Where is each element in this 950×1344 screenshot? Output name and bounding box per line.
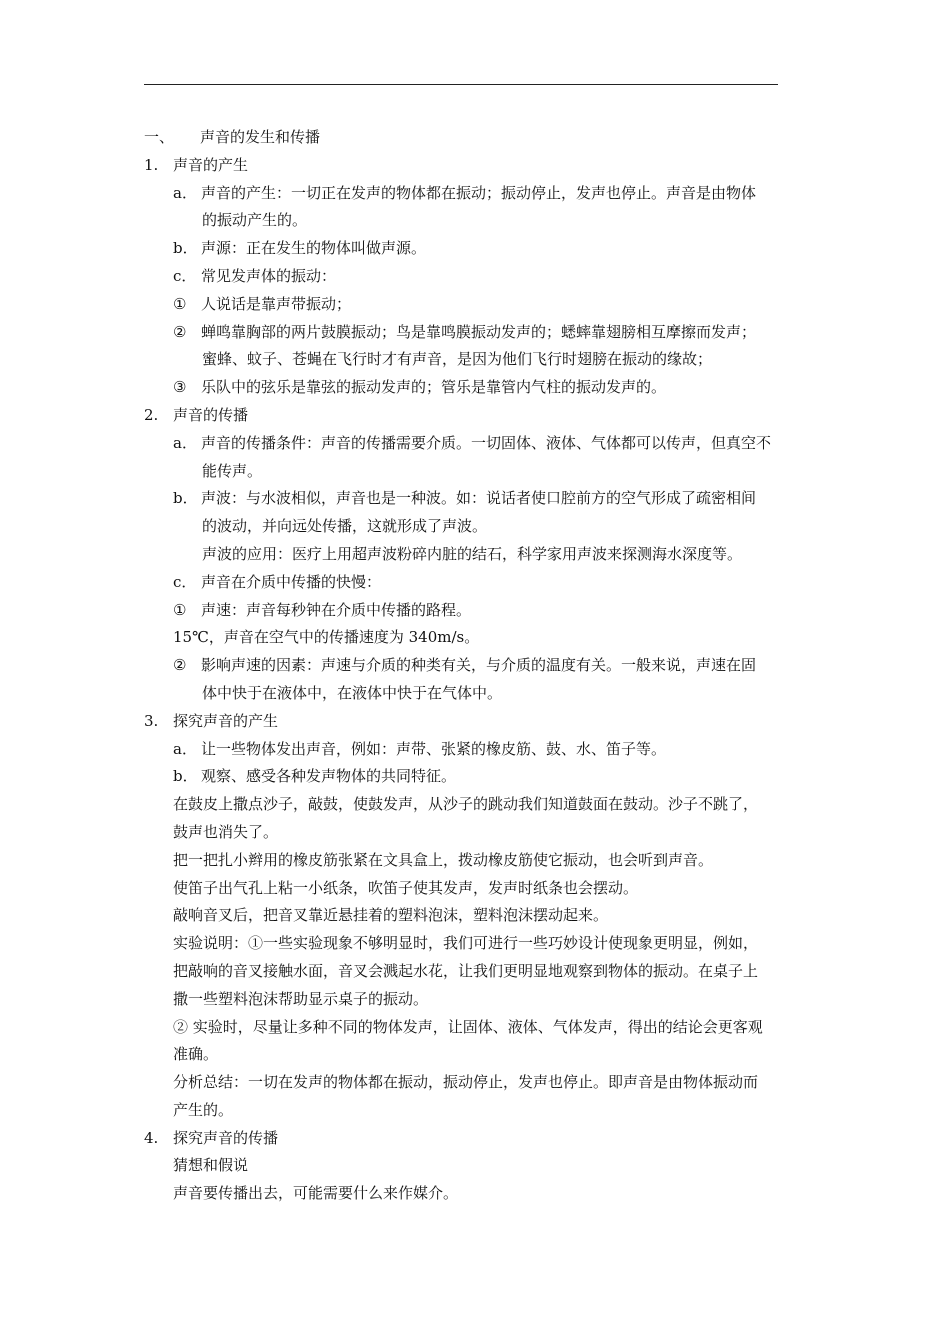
list-marker: a． [173,739,197,758]
line-text: 声音在介质中传播的快慢： [201,572,382,591]
text-line [144,1097,810,1125]
text-line [144,180,810,208]
line-text: 分析总结：一切在发声的物体都在振动，振动停止，发声也停止。即声音是由物体振动而 [173,1073,759,1092]
line-text: 探究声音的产生 [173,711,279,730]
text-line [144,986,810,1014]
text-line [144,763,810,791]
line-text: 声音的产生：一切正在发声的物体都在振动；振动停止，发声也停止。声音是由物体 [201,183,757,202]
text-line [144,1152,810,1180]
list-marker: ② [173,656,187,675]
text-line [144,124,810,152]
line-text: 体中快于在液体中，在液体中快于在气体中。 [202,683,503,702]
list-marker: 3. [144,711,159,730]
text-line [144,458,810,486]
text-line [144,319,810,347]
line-text: 声音的传播条件：声音的传播需要介质。一切固体、液体、气体都可以传声，但真空不 [201,433,772,452]
text-line [144,652,810,680]
text-line [144,958,810,986]
text-line [144,235,810,263]
line-text: 撒一些塑料泡沫帮助显示桌子的振动。 [173,989,429,1008]
list-marker: c． [173,572,197,591]
line-text: 声音的发生和传播 [200,128,321,146]
text-line [144,680,810,708]
header-rule [144,84,778,85]
line-text: 把一把扎小辫用的橡皮筋张紧在文具盒上，拨动橡皮筋使它振动，也会听到声音。 [173,850,714,869]
line-text: 让一些物体发出声音，例如：声带、张紧的橡皮筋、鼓、水、笛子等。 [201,739,667,758]
list-marker: b． [173,239,198,258]
line-text: 15℃，声音在空气中的传播速度为 340m/s。 [173,628,480,647]
line-text: 乐队中的弦乐是靠弦的振动发声的；管乐是靠管内气柱的振动发声的。 [201,378,667,397]
text-line [144,708,810,736]
text-line [144,1125,810,1153]
text-line [144,902,810,930]
line-text: 的振动产生的。 [202,211,308,230]
line-text: 实验说明：①一些实验现象不够明显时，我们可进行一些巧妙设计使现象更明显，例如， [173,934,759,953]
list-marker: b． [173,767,198,786]
text-line [144,207,810,235]
list-marker: ③ [173,378,187,397]
line-text: 使笛子出气孔上粘一小纸条，吹笛子使其发声，发声时纸条也会摆动。 [173,878,639,897]
line-text: 的波动，并向远处传播，这就形成了声波。 [202,517,488,536]
line-text: 观察、感受各种发声物体的共同特征。 [201,767,457,786]
list-marker: ① [173,294,187,313]
line-text: 常见发声体的振动： [201,266,337,285]
text-line [144,1041,810,1069]
line-text: 在鼓皮上撒点沙子，敲鼓，使鼓发声，从沙子的跳动我们知道鼓面在鼓动。沙子不跳了， [173,795,759,814]
line-text: 探究声音的传播 [173,1128,279,1147]
text-line [144,402,810,430]
text-line [144,569,810,597]
text-line [144,263,810,291]
text-line [144,1069,810,1097]
list-marker: 4. [144,1128,159,1147]
line-text: 准确。 [173,1045,219,1064]
list-marker: c． [173,266,197,285]
text-line [144,430,810,458]
document-body [144,124,810,1208]
list-marker: 1. [144,155,159,174]
list-marker: ① [173,600,187,619]
text-line [144,513,810,541]
text-line [144,791,810,819]
list-marker: 一、 [144,128,175,146]
text-line [144,875,810,903]
text-line [144,291,810,319]
text-line [144,819,810,847]
line-text: 声音的产生 [173,155,249,174]
line-text: 声源：正在发生的物体叫做声源。 [201,239,427,258]
line-text: 敲响音叉后，把音叉靠近悬挂着的塑料泡沫，塑料泡沫摆动起来。 [173,906,609,925]
line-text: 声音要传播出去，可能需要什么来作媒介。 [173,1184,459,1203]
line-text: 声音的传播 [173,405,249,424]
text-line [144,1180,810,1208]
text-line [144,930,810,958]
line-text: 声波的应用：医疗上用超声波粉碎内脏的结石，科学家用声波来探测海水深度等。 [202,544,743,563]
line-text: 蝉鸣靠胸部的两片鼓膜振动；鸟是靠鸣膜振动发声的；蟋蟀靠翅膀相互摩擦而发声； [201,322,757,341]
line-text: 产生的。 [173,1100,234,1119]
text-line [144,597,810,625]
list-marker: a． [173,183,197,202]
text-line [144,541,810,569]
list-marker: a． [173,433,197,452]
text-line [144,152,810,180]
text-line [144,1014,810,1042]
text-line [144,485,810,513]
line-text: 能传声。 [202,461,263,480]
text-line [144,346,810,374]
line-text: 影响声速的因素：声速与介质的种类有关，与介质的温度有关。一般来说，声速在固 [201,656,757,675]
line-text: 猜想和假说 [173,1156,249,1175]
text-line [144,736,810,764]
list-marker: 2. [144,405,159,424]
line-text: 鼓声也消失了。 [173,822,279,841]
line-text: 声速：声音每秒钟在介质中传播的路程。 [201,600,472,619]
line-text: 声波：与水波相似，声音也是一种波。如：说话者使口腔前方的空气形成了疏密相间 [201,489,757,508]
text-line [144,624,810,652]
text-line [144,374,810,402]
list-marker: b． [173,489,198,508]
text-line [144,847,810,875]
line-text: 人说话是靠声带振动； [201,294,352,313]
line-text: 把敲响的音叉接触水面，音叉会溅起水花，让我们更明显地观察到物体的振动。在桌子上 [173,961,759,980]
line-text: 蜜蜂、蚊子、苍蝇在飞行时才有声音，是因为他们飞行时翅膀在振动的缘故； [202,350,713,369]
list-marker: ② [173,322,187,341]
line-text: ② 实验时，尽量让多种不同的物体发声，让固体、液体、气体发声，得出的结论会更客观 [173,1017,763,1036]
